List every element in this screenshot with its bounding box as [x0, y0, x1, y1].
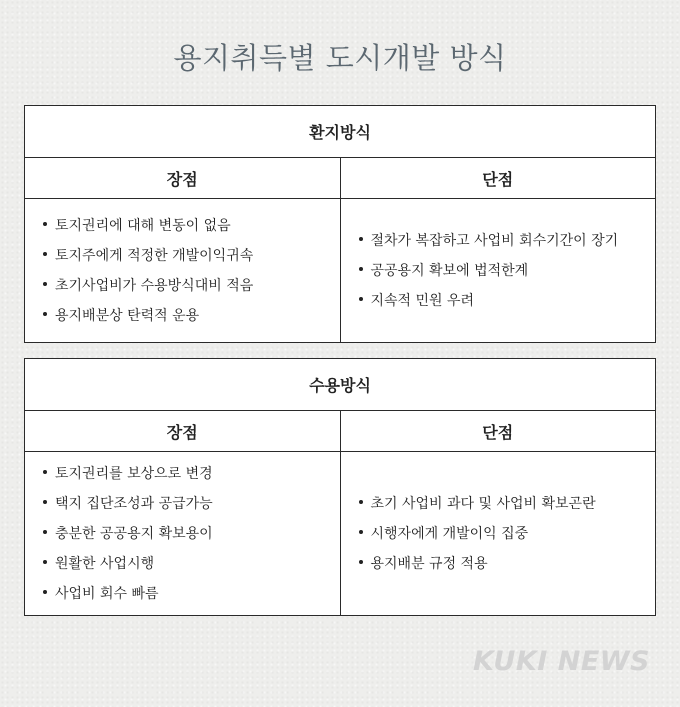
bullet-icon: [359, 560, 363, 564]
bullet-icon: [43, 470, 47, 474]
bullet-icon: [359, 500, 363, 504]
kuki-news-logo: KUKI NEWS: [472, 646, 650, 677]
pros-column: [25, 411, 341, 615]
list-item: 토지권리에 대해 변동이 없음: [43, 211, 326, 241]
pros-header: 장점: [25, 411, 340, 452]
bullet-icon: [359, 267, 363, 271]
list-item: 시행자에게 개발이익 집중: [359, 519, 642, 549]
list-item: 초기사업비가 수용방식대비 적음: [43, 271, 326, 301]
list-item: 절차가 복잡하고 사업비 회수기간이 장기: [359, 226, 642, 256]
bullet-icon: [43, 252, 47, 256]
cons-column: [341, 411, 656, 615]
bullet-icon: [43, 500, 47, 504]
list-item: 충분한 공공용지 확보용이: [43, 519, 326, 549]
bullet-icon: [43, 590, 47, 594]
page-title: 용지취득별 도시개발 방식: [173, 41, 507, 75]
cons-header: 단점: [341, 158, 656, 199]
bullet-icon: [43, 282, 47, 286]
list-item: 원활한 사업시행: [43, 549, 326, 579]
list-item: 지속적 민원 우려: [359, 286, 642, 316]
expropriation-table: [24, 358, 656, 616]
list-item: 공공용지 확보에 법적한계: [359, 256, 642, 286]
bullet-icon: [43, 312, 47, 316]
bullet-icon: [359, 530, 363, 534]
list-item: 사업비 회수 빠름: [43, 579, 326, 609]
cons-header: 단점: [341, 411, 656, 452]
pros-column: [25, 158, 341, 342]
pros-list: [43, 211, 326, 331]
pros-header: 장점: [25, 158, 340, 199]
list-item: 초기 사업비 과다 및 사업비 확보곤란: [359, 489, 642, 519]
bullet-icon: [43, 222, 47, 226]
pros-list: [43, 459, 326, 609]
list-item: 용지배분 규정 적용: [359, 549, 642, 579]
land-readjustment-table: [24, 105, 656, 343]
bullet-icon: [359, 297, 363, 301]
list-item: 토지권리를 보상으로 변경: [43, 459, 326, 489]
cons-column: [341, 158, 656, 342]
section-title: 환지방식: [25, 106, 655, 158]
list-item: 토지주에게 적정한 개발이익귀속: [43, 241, 326, 271]
bullet-icon: [43, 560, 47, 564]
list-item: 택지 집단조성과 공급가능: [43, 489, 326, 519]
bullet-icon: [359, 237, 363, 241]
cons-list: [359, 226, 642, 316]
list-item: 용지배분상 탄력적 운용: [43, 301, 326, 331]
cons-list: [359, 489, 642, 579]
bullet-icon: [43, 530, 47, 534]
section-title: 수용방식: [25, 359, 655, 411]
